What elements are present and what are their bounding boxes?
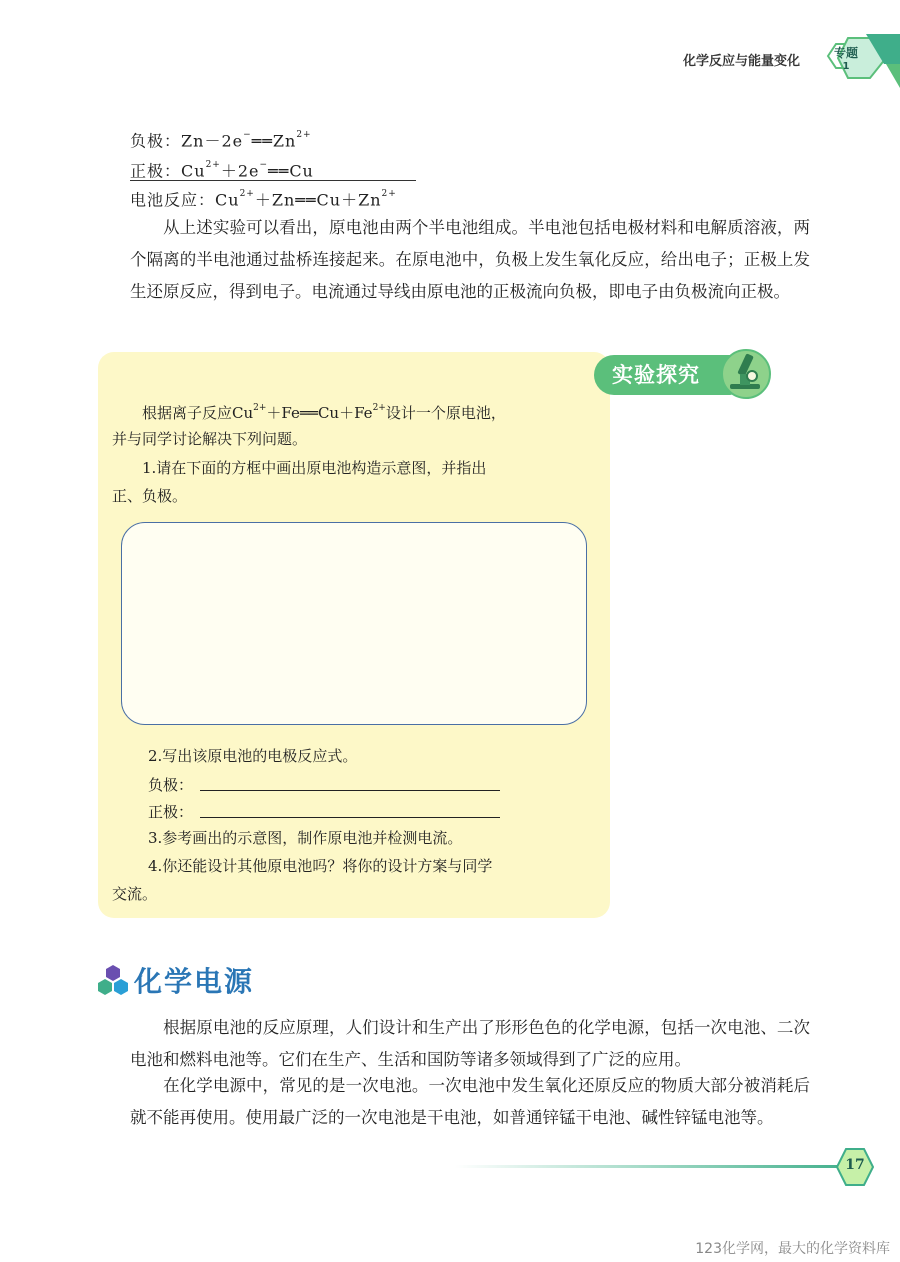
watermark-text: 123化学网，最大的化学资料库 — [695, 1241, 890, 1257]
section-paragraph-1: 根据原电池的反应原理，人们设计和生产出了形形色色的化学电源，包括一次电池、二次电池和燃料电池等。它们在生产、生活和国防等诸多领域得到了广泛的应用。 — [130, 1018, 810, 1069]
section-title: 化学电源 — [134, 965, 255, 998]
positive-answer-blank[interactable] — [200, 817, 500, 818]
drawing-area[interactable] — [121, 522, 587, 725]
cell-reaction-equation: 电池反应：$Cu^{2+}+Zn══Cu+Zn^{2+}$ — [130, 189, 397, 210]
experiment-tag: 实验探究 — [594, 355, 734, 395]
negative-answer-blank[interactable] — [200, 790, 500, 791]
section-paragraph-2: 在化学电源中，常见的是一次电池。一次电池中发生氧化还原反应的物质大部分被消耗后就不能再使用。使用最广泛的一次电池是干电池，如普通锌锰干电池、碱性锌锰电池等。 — [130, 1076, 810, 1127]
equation-divider — [130, 180, 416, 181]
hexagon-cluster-icon — [97, 964, 129, 996]
question-1-line2: 正、负极。 — [112, 487, 188, 505]
question-4: 4.你还能设计其他原电池吗？将你的设计方案与同学 — [148, 857, 493, 875]
chapter-badge-label: 专题 1 — [833, 46, 858, 72]
page-number: 17 — [845, 1157, 865, 1173]
microscope-icon — [716, 344, 772, 400]
footer-divider — [455, 1165, 855, 1168]
positive-electrode-equation: 正极：$Cu^{2+}+2e^-══Cu$ — [130, 160, 314, 181]
question-3: 3.参考画出的示意图，制作原电池并检测电流。 — [148, 829, 463, 847]
question-2: 2.写出该原电池的电极反应式。 — [148, 747, 358, 765]
negative-electrode-equation: 负极：$Zn-2e^-══Zn^{2+}$ — [130, 130, 312, 151]
experiment-intro: 根据离子反应$Cu^{2+}+Fe══Cu+Fe^{2+}$设计一个原电池， — [142, 403, 506, 422]
chapter-title: 化学反应与能量变化 — [682, 54, 800, 69]
negative-label: 负极： — [148, 776, 194, 794]
experiment-intro-line2: 并与同学讨论解决下列问题。 — [112, 430, 308, 448]
question-4-line2: 交流。 — [112, 885, 158, 903]
question-1: 1.请在下面的方框中画出原电池构造示意图，并指出 — [142, 459, 487, 477]
positive-label: 正极： — [148, 803, 194, 821]
body-paragraph: 从上述实验可以看出，原电池由两个半电池组成。半电池包括电极材料和电解质溶液，两个隔离的半电池通过盐桥连接起来。在原电池中，负极上发生氧化反应，给出电子；正极上发生还原反应，得到电子。电流通过导线由原电池的正极流向负极，即电子由负极流向正极。 — [130, 218, 810, 301]
